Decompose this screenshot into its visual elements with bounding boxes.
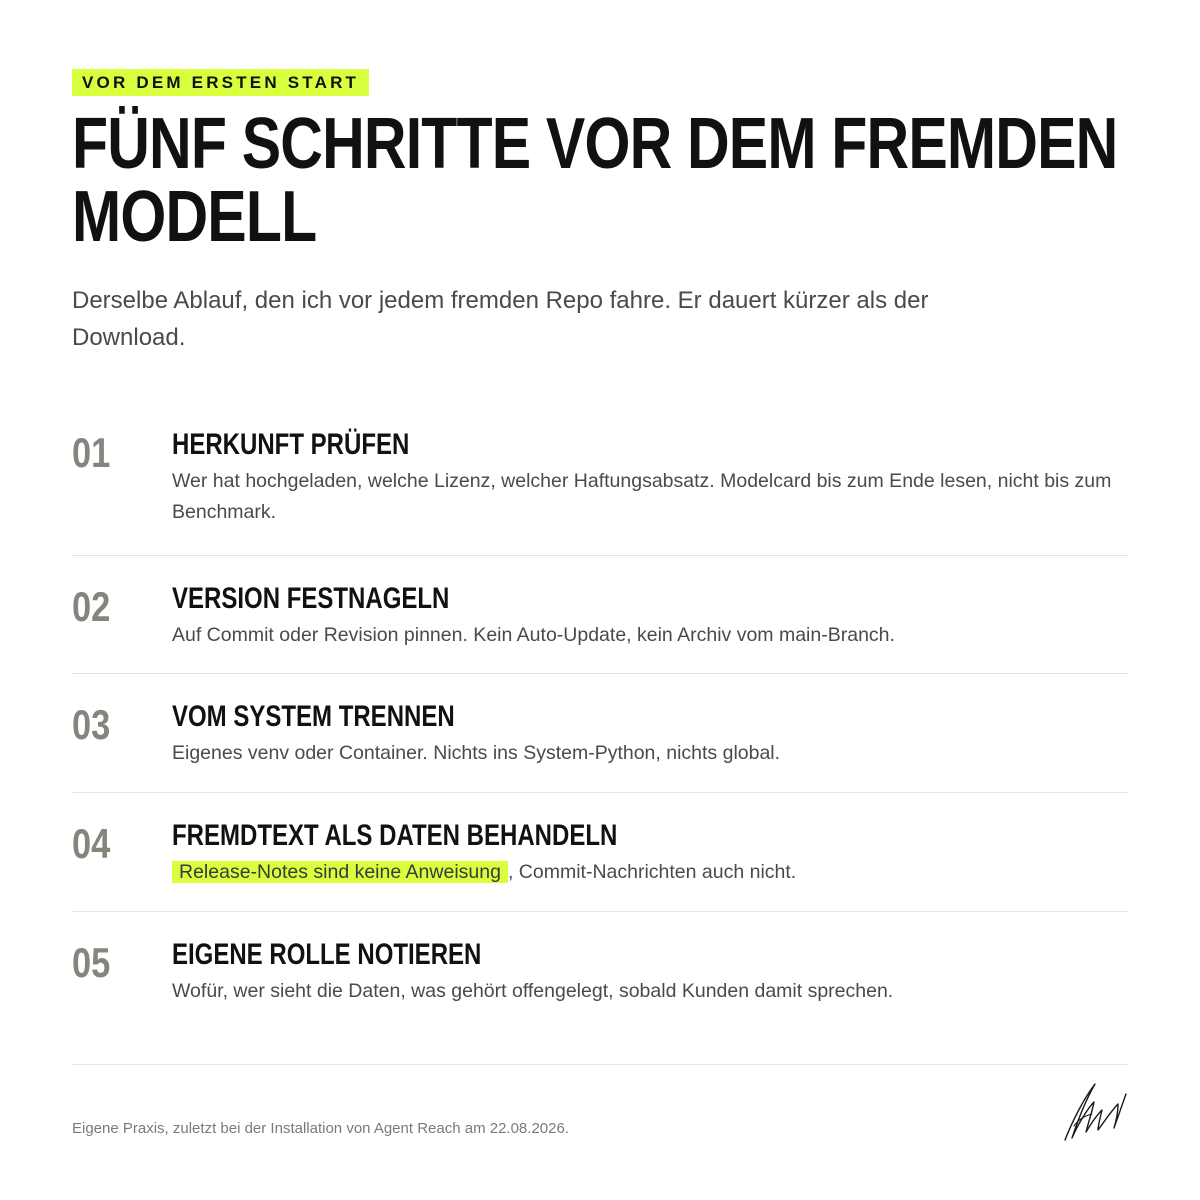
- page: [72, 0, 1128, 1200]
- step-item: [72, 912, 1128, 1065]
- step-description: [172, 857, 1128, 888]
- page-subtitle: Derselbe Ablauf, den ich vor jedem fremden Repo fahre. Er dauert kürzer als der Download.: [72, 287, 929, 351]
- step-content: [172, 674, 1128, 769]
- step-description-rest: , Commit-Nachrichten auch nicht.: [507, 861, 797, 883]
- highlighted-phrase: Release-Notes sind keine Anweisung: [172, 861, 508, 883]
- step-content: [172, 912, 1128, 1007]
- signature-icon: [1062, 1080, 1128, 1142]
- step-description: Eigenes venv oder Container. Nichts ins System-Python, nichts global.: [172, 742, 781, 764]
- step-title: VERSION FESTNAGELN: [172, 582, 450, 615]
- step-number: 05: [72, 939, 111, 986]
- step-description: Wer hat hochgeladen, welche Lizenz, welcher Haftungsabsatz. Modelcard bis zum Ende lesen, nicht bis zum Benchmark.: [172, 470, 1112, 523]
- step-description: Auf Commit oder Revision pinnen. Kein Auto-Update, kein Archiv vom main-Branch.: [172, 624, 895, 646]
- step-item: [72, 793, 1128, 912]
- step-item: [72, 674, 1128, 793]
- step-number: 02: [72, 583, 111, 630]
- step-title: FREMDTEXT ALS DATEN BEHANDELN: [172, 819, 618, 852]
- page-title: FÜNF SCHRITTE VOR DEM FREMDEN MODELL: [72, 104, 1118, 257]
- step-content: [172, 556, 1128, 651]
- step-title: HERKUNFT PRÜFEN: [172, 428, 410, 461]
- step-content: [172, 793, 1128, 888]
- step-title: EIGENE ROLLE NOTIEREN: [172, 938, 482, 971]
- step-number: 03: [72, 701, 111, 748]
- step-number: 01: [72, 429, 111, 476]
- step-description: Wofür, wer sieht die Daten, was gehört offengelegt, sobald Kunden damit sprechen.: [172, 980, 894, 1002]
- step-item: [72, 402, 1128, 556]
- step-number: 04: [72, 820, 111, 867]
- kicker-label: VOR DEM ERSTEN START: [72, 69, 369, 96]
- step-title: VOM SYSTEM TRENNEN: [172, 700, 455, 733]
- step-item: [72, 556, 1128, 674]
- steps-list: [72, 402, 1128, 1065]
- step-content: [172, 402, 1128, 528]
- footer-note: Eigene Praxis, zuletzt bei der Installation von Agent Reach am 22.08.2026.: [72, 1120, 569, 1137]
